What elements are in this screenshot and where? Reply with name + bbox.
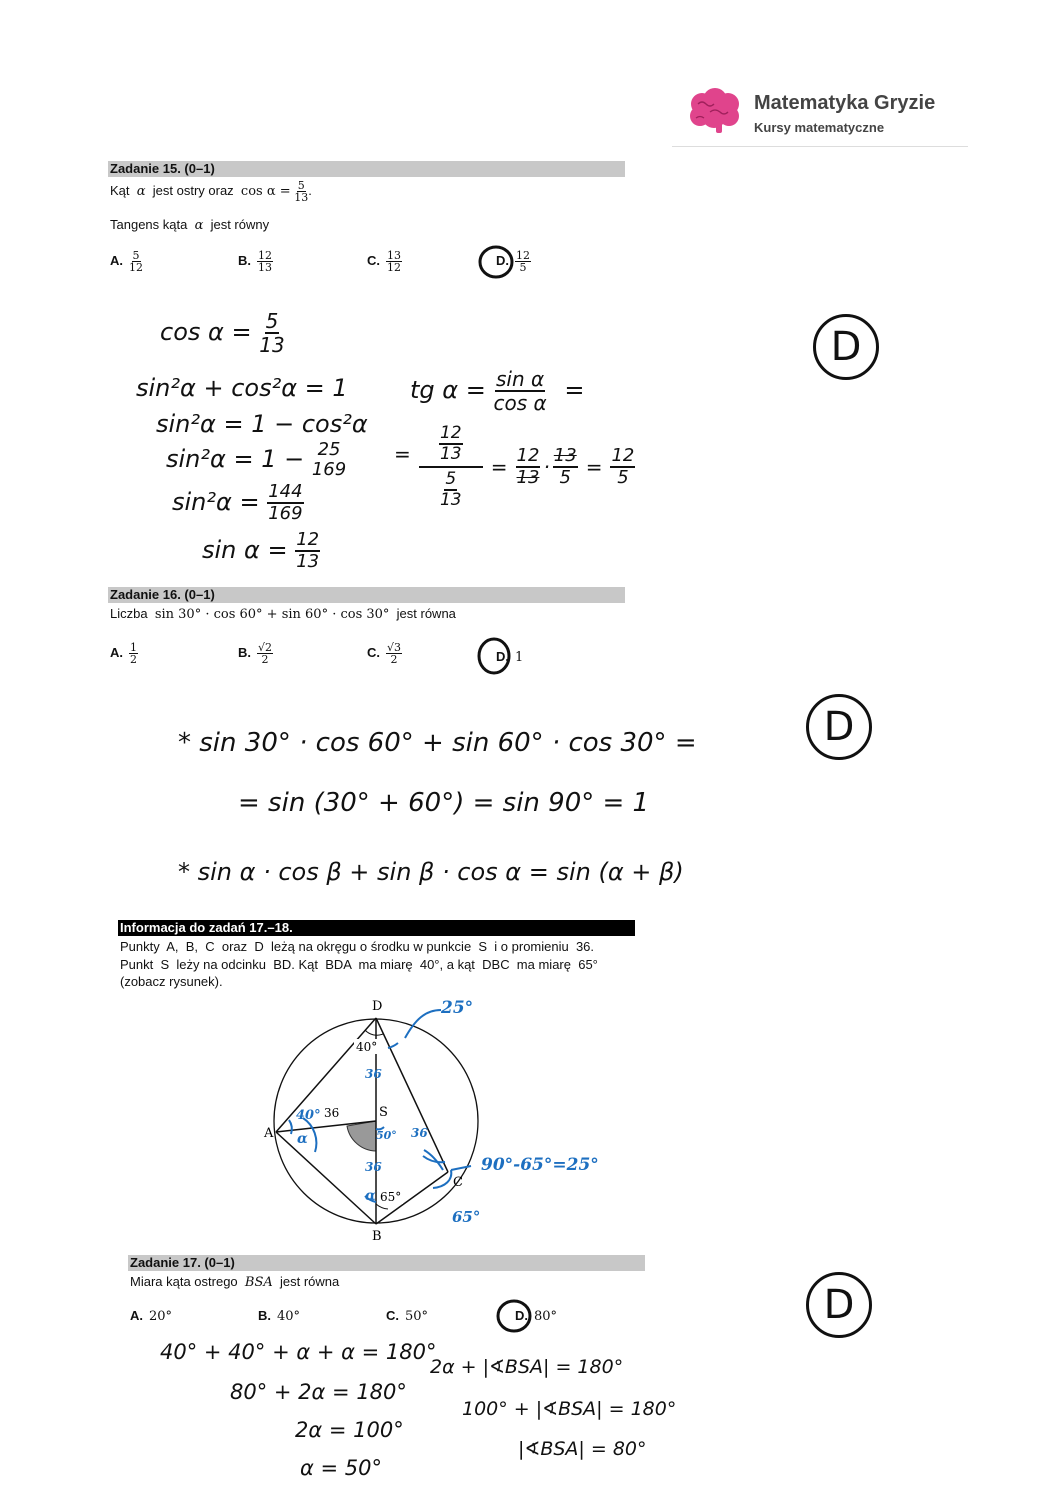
task16-statement: Liczba sin 30° · cos 60° + sin 60° · cos 30° jest równa (110, 606, 456, 622)
task15-question: Tangens kąta α jest równy (110, 217, 270, 233)
t15-work-l3: sin²α = 1 − cos²α (156, 410, 368, 438)
logo-subtitle: Kursy matematyczne (754, 120, 885, 135)
task16-answer-mark (474, 636, 514, 676)
task15-statement: Kąt α jest ostry oraz cos α = $\frac{5}{13}$ . (110, 179, 312, 204)
t15-work-l6: sin α = $\frac{12}{13}$ (202, 529, 320, 572)
blue-r1: 36 (365, 1067, 382, 1081)
label-D: D (372, 999, 383, 1014)
info-header: Informacja do zadań 17.–18. (118, 920, 635, 936)
shaded-angle (347, 1121, 376, 1151)
blue-alpha2: α (365, 1188, 376, 1204)
label-B: B (372, 1229, 382, 1240)
task16-option-b[interactable]: B. $\frac{√2}{2}$ (238, 641, 273, 666)
t17-work-l4: α = 50° (300, 1456, 383, 1480)
t15-work-tg: tg α = $\frac{\text{sin α}}{\text{cos α}}$ = (410, 367, 585, 415)
t15-work-right: = $\frac{12}{13}$ $\frac{5}{13}$ = $\frac{12}{13}$ · $\frac{13}{5}$ = $\frac{12}{5}$ (394, 423, 635, 510)
label-S: S (379, 1105, 388, 1120)
task16-answer-circle: D (806, 694, 872, 760)
t17-work-l1: 40° + 40° + α + α = 180° (160, 1340, 437, 1364)
logo-title: Matematyka Gryzie (754, 92, 936, 114)
brain-icon (688, 88, 742, 134)
task17-option-b[interactable]: B. 40° (258, 1308, 301, 1324)
task15-option-d[interactable]: D. $\frac{12}{5}$ (496, 249, 530, 274)
t15-work-l2: sin²α + cos²α = 1 (136, 374, 348, 402)
blue-r3: 36 (365, 1160, 382, 1174)
info-line1: Punkty A, B, C oraz D leżą na okręgu o środku w punkcie S i o promieniu 36. (120, 939, 595, 954)
angle-D-label: 40° (356, 1040, 378, 1054)
task15-option-b[interactable]: B. $\frac{12}{13}$ (238, 249, 272, 274)
t15-work-l5: sin²α = $\frac{144}{169}$ (172, 481, 303, 524)
task17-option-c[interactable]: C. 50° (386, 1308, 429, 1324)
logo-divider (672, 146, 968, 147)
t16-work-l3: * sin α · cos β + sin β · cos α = sin (α + β) (178, 858, 684, 886)
t17-work-r3: |∢BSA| = 80° (518, 1438, 647, 1460)
angle-B-label: 65° (380, 1190, 402, 1204)
info-line3: (zobacz rysunek). (120, 974, 223, 989)
radius-label: 36 (324, 1106, 340, 1120)
task15-option-c[interactable]: C. $\frac{13}{12}$ (367, 249, 401, 274)
task15-answer-circle: D (813, 314, 879, 380)
label-C: C (453, 1175, 463, 1190)
task16-option-c[interactable]: C. $\frac{√3}{2}$ (367, 641, 402, 666)
task15-option-a[interactable]: A. $\frac{5}{12}$ (110, 249, 143, 274)
task17-answer-circle: D (806, 1272, 872, 1338)
task16-option-a[interactable]: A. $\frac{1}{2}$ (110, 641, 137, 666)
task17-option-a[interactable]: A. 20° (130, 1308, 173, 1324)
t16-work-l1: * sin 30° · cos 60° + sin 60° · cos 30° = (178, 728, 697, 758)
label-A: A (264, 1126, 274, 1141)
t17-work-l2: 80° + 2α = 180° (230, 1380, 407, 1404)
t17-work-r2: 100° + |∢BSA| = 180° (462, 1398, 677, 1420)
logo (688, 86, 968, 148)
task16-option-d[interactable]: D. 1 (496, 649, 524, 665)
blue-r2: 36 (411, 1126, 428, 1140)
segment-DC (376, 1018, 448, 1172)
task15-header: Zadanie 15. (0–1) (108, 161, 625, 177)
t17-work-l3: 2α = 100° (295, 1418, 404, 1442)
task15-answer-mark (476, 244, 516, 280)
task17-answer-mark (494, 1298, 534, 1334)
t16-work-l2: = sin (30° + 60°) = sin 90° = 1 (238, 788, 650, 818)
blue-40: 40° (296, 1108, 321, 1123)
blue-50: 50° (376, 1129, 397, 1142)
task17-header: Zadanie 17. (0–1) (128, 1255, 645, 1271)
t15-work-l4: sin²α = 1 − 25 169 (166, 439, 347, 480)
task16-header: Zadanie 16. (0–1) (108, 587, 625, 603)
task17-option-d[interactable]: D. 80° (515, 1308, 558, 1324)
t15-work-l1: cos α = $\frac{5}{13}$ (160, 309, 285, 357)
blue-65: 65° (452, 1208, 481, 1226)
blue-25: 25° (441, 998, 474, 1018)
t17-work-r1: 2α + |∢BSA| = 180° (430, 1356, 624, 1378)
task17-statement: Miara kąta ostrego BSA jest równa (130, 1274, 340, 1290)
info-line2: Punkt S leży na odcinku BD. Kąt BDA ma miarę 40°, a kąt DBC ma miarę 65° (120, 957, 598, 972)
blue-alpha1: α (297, 1131, 308, 1147)
circle-figure (255, 990, 615, 1240)
blue-note: 90°-65°=25° (481, 1155, 599, 1175)
